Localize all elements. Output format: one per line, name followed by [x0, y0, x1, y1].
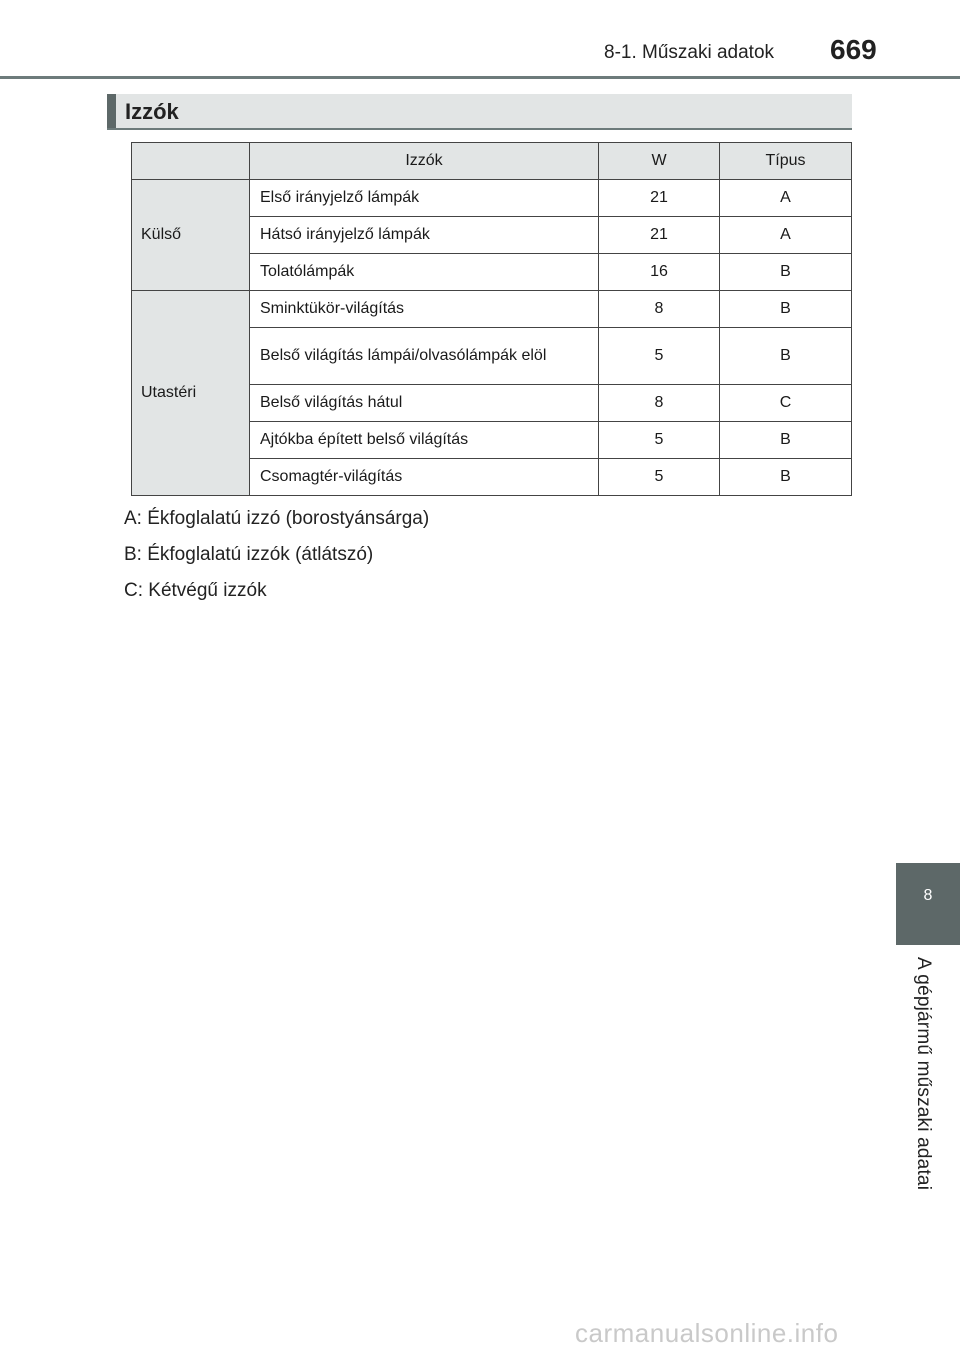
- bulb-name: Belső világítás hátul: [250, 385, 599, 422]
- table-header-cell: Izzók: [250, 143, 599, 180]
- bulb-type: B: [720, 254, 852, 291]
- bulb-watt: 5: [599, 328, 720, 385]
- group-label: Utastéri: [132, 291, 250, 496]
- header-rule: [0, 76, 960, 79]
- bulb-watt: 21: [599, 180, 720, 217]
- chapter-tab: 8: [896, 863, 960, 945]
- legend-item: C: Kétvégű izzók: [124, 580, 267, 601]
- chapter-title: A gépjármű műszaki adatai: [913, 957, 934, 1191]
- table-header-cell: W: [599, 143, 720, 180]
- bulb-watt: 5: [599, 459, 720, 496]
- table-header-cell: [132, 143, 250, 180]
- bulb-name: Hátsó irányjelző lámpák: [250, 217, 599, 254]
- bulb-watt: 16: [599, 254, 720, 291]
- table-header-cell: Típus: [720, 143, 852, 180]
- bulb-table: [131, 142, 852, 496]
- bulb-name: Belső világítás lámpái/olvasólámpák elöl: [250, 328, 599, 385]
- bulb-watt: 5: [599, 422, 720, 459]
- legend-item: B: Ékfoglalatú izzók (átlátszó): [124, 544, 374, 565]
- section-accent: [107, 94, 116, 128]
- bulb-name: Ajtókba épített belső világítás: [250, 422, 599, 459]
- group-label: Külső: [132, 180, 250, 291]
- header-title: 8-1. Műszaki adatok: [604, 42, 775, 63]
- bulb-watt: 21: [599, 217, 720, 254]
- bulb-type: B: [720, 291, 852, 328]
- bulb-type: B: [720, 422, 852, 459]
- bulb-name: Első irányjelző lámpák: [250, 180, 599, 217]
- bulb-type: A: [720, 217, 852, 254]
- table-row: [132, 180, 852, 217]
- bulb-type: B: [720, 328, 852, 385]
- table-header-row: [132, 143, 852, 180]
- section-title: Izzók: [125, 99, 179, 124]
- bulb-name: Tolatólámpák: [250, 254, 599, 291]
- section-heading: [107, 94, 852, 130]
- legend-item: A: Ékfoglalatú izzó (borostyánsárga): [124, 508, 430, 529]
- bulb-type: B: [720, 459, 852, 496]
- bulb-name: Csomagtér-világítás: [250, 459, 599, 496]
- bulb-name: Sminktükör-világítás: [250, 291, 599, 328]
- table-row: [132, 291, 852, 328]
- watermark: carmanualsonline.info: [575, 1318, 839, 1348]
- bulb-watt: 8: [599, 385, 720, 422]
- page-number: 669: [830, 34, 877, 65]
- bulb-type: A: [720, 180, 852, 217]
- bulb-type: C: [720, 385, 852, 422]
- bulb-watt: 8: [599, 291, 720, 328]
